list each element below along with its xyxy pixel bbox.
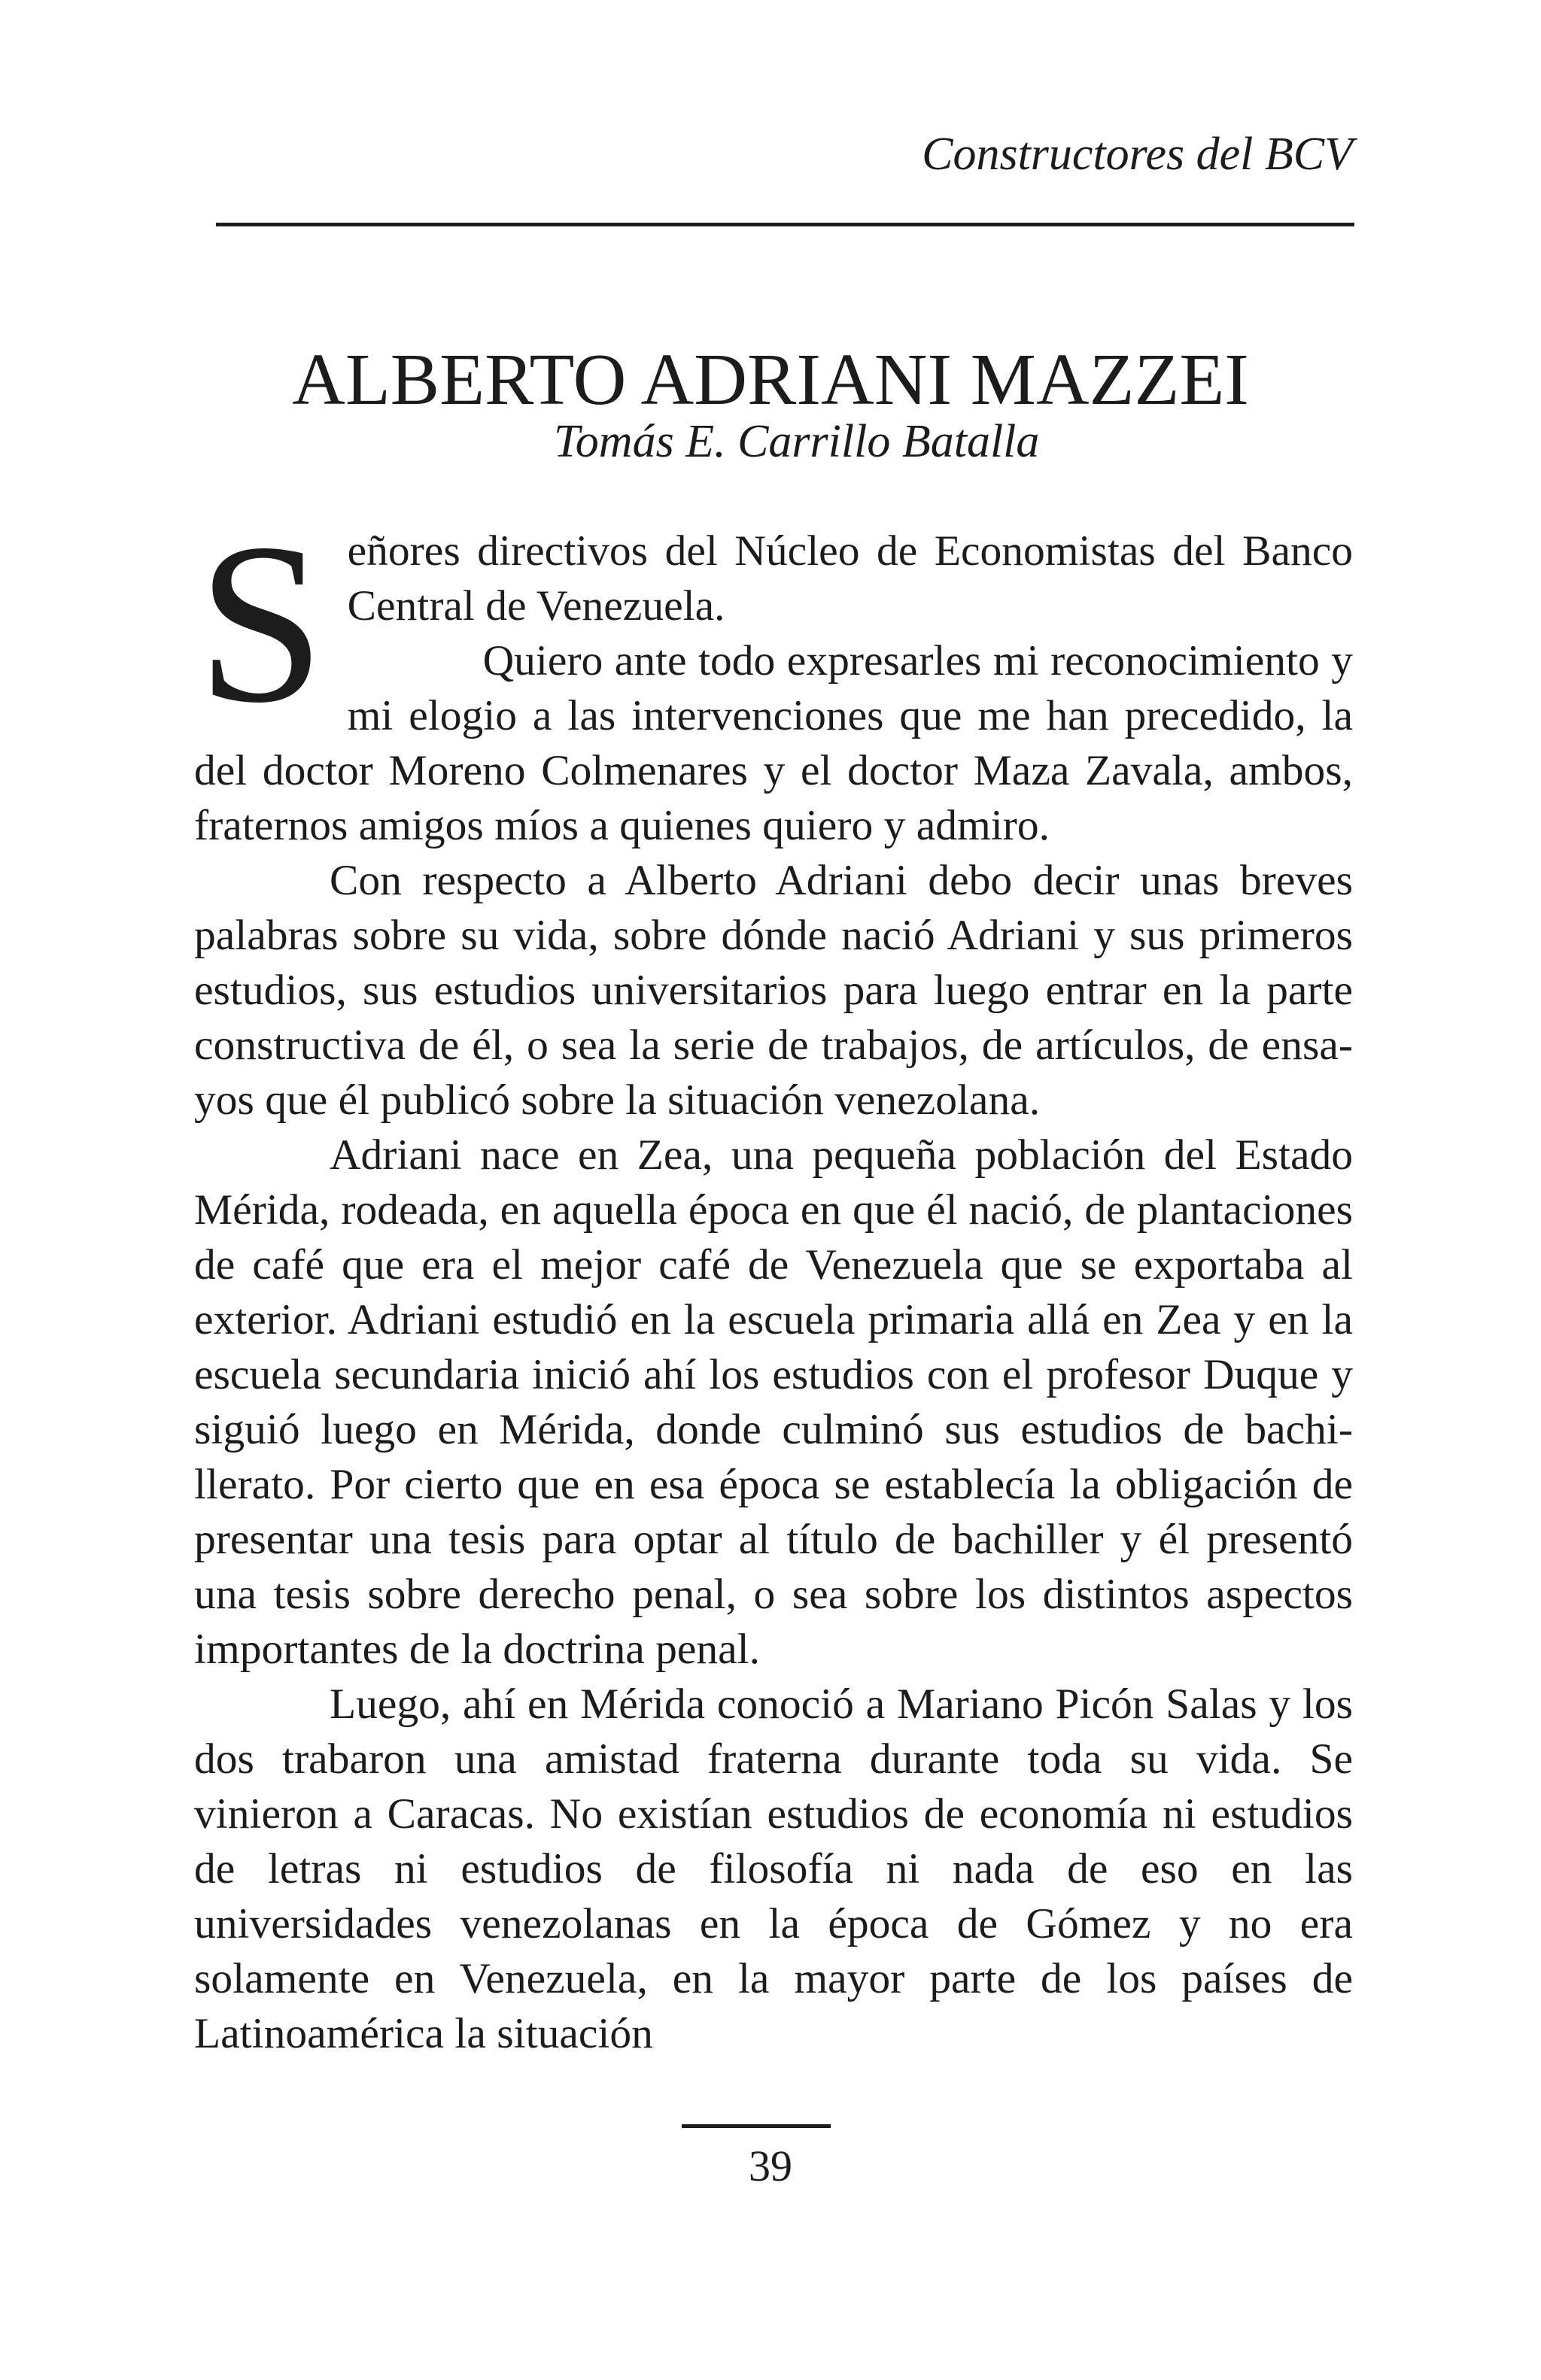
running-header: Constructores del BCV bbox=[922, 129, 1353, 180]
paragraph: Con respecto a Alberto Adriani debo decir unas breves palabras sobre su vida, sobre dónde nació Adriani y sus primeros estudios, sus estudios universitarios para luego entrar en la parte constructiva de él, o sea la serie de trabajos, de artículos, de ensayos que él publicó sobre la situación venezolana. bbox=[194, 857, 1353, 1124]
chapter-author: Tomás E. Carrillo Batalla bbox=[554, 416, 1040, 467]
body-text bbox=[194, 496, 1353, 2061]
paragraph-text: eñores directivos del Núcleo de Economistas del Banco Central de Venezuela. bbox=[347, 527, 1353, 630]
chapter-title: ALBERTO ADRIANI MAZZEI bbox=[292, 339, 1249, 420]
paragraph: Luego, ahí en Mérida conoció a Mariano Picón Salas y los dos trabaron una amistad fraterna durante toda su vida. Se vinieron a Caracas. No existían estudios de economía ni estudios de letras ni estudios de filosofía ni nada de eso en las universidades venezolanas en la época de Gómez y no era solamente en Venezuela, en la mayor parte de los países de Latinoamérica la situación bbox=[194, 1680, 1353, 2057]
page-number: 39 bbox=[749, 2142, 792, 2190]
paragraph: Quiero ante todo expresarles mi reconocimiento y mi elogio a las intervenciones que me han precedido, la del doctor Moreno Colmenares y el doctor Maza Zavala, ambos, fraternos amigos míos a quienes quiero y admiro. bbox=[194, 637, 1353, 849]
folio-rule bbox=[682, 2124, 831, 2128]
header-rule bbox=[216, 223, 1354, 226]
paragraph: Adriani nace en Zea, una pequeña población del Estado Mérida, rodeada, en aquella época en que él nació, de plantaciones de café que era el mejor café de Venezuela que se exportaba al exterior. Adriani estudió en la escuela primaria allá en Zea y en la escuela secundaria inició ahí los estudios con el profesor Duque y siguió luego en Mérida, donde culminó sus estudios de bachillerato. Por cierto que en esa época se establecía la obligación de presentar una tesis para optar al título de bachiller y él presentó una tesis sobre derecho penal, o sea sobre los distintos aspectos importantes de la doctrina penal. bbox=[194, 1131, 1353, 1673]
drop-cap: S bbox=[197, 496, 325, 750]
